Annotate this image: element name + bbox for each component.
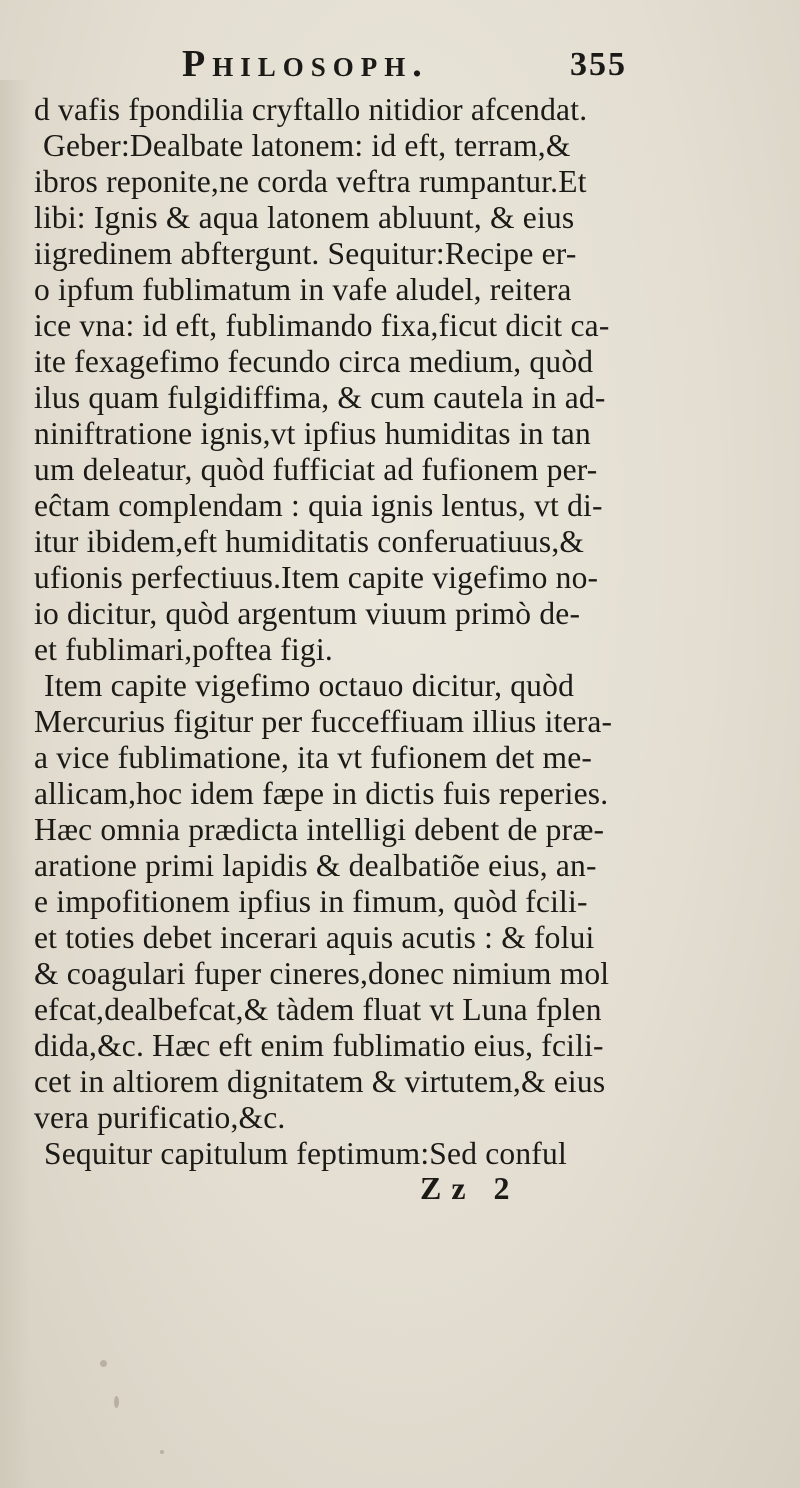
paper-blemish [160,1450,164,1454]
paper-blemish [114,1396,119,1408]
text-line: & coagulari fuper cineres,donec nimium mol [34,956,610,991]
text-line: allicam,hoc idem fæpe in dictis fuis reperies. [34,776,609,811]
signature-mark: Zz 2 [420,1170,520,1206]
text-line: ite fexagefimo fecundo circa medium, quòd [34,344,594,379]
text-line: e impofitionem ipfius in fimum, quòd fcili- [34,884,588,919]
text-line: o ipfum fublimatum in vafe aludel, reitera [34,272,572,307]
text-line: Item capite vigefimo octauo dicitur, quòd [44,668,575,703]
text-line: dida,&c. Hæc eft enim fublimatio eius, fcili- [34,1028,604,1063]
text-line: Mercurius figitur per fucceffiuam illius itera- [34,704,613,739]
text-line: cet in altiorem dignitatem & virtutem,& eius [34,1064,606,1099]
paper-blemish [100,1360,107,1367]
text-line: et toties debet incerari aquis acutis : & folui [34,920,595,955]
text-line: libi: Ignis & aqua latonem abluunt, & eius [34,200,575,235]
text-line: ufionis perfectiuus.Item capite vigefimo no- [34,560,599,595]
text-line: um deleatur, quòd fufficiat ad fufionem per- [34,452,598,487]
text-line: d vafis fpondilia cryftallo nitidior afcendat. [34,92,588,127]
text-line: ilus quam fulgidiffima, & cum cautela in ad- [34,380,606,415]
text-line: io dicitur, quòd argentum viuum primò de- [34,596,581,631]
text-line: Geber:Dealbate latonem: id eft, terram,& [43,128,571,163]
page-gutter-shadow [0,80,30,1488]
running-head [0,42,800,92]
text-line: a vice fublimatione, ita vt fufionem det me- [34,740,593,775]
page-number: 355 [570,46,627,83]
text-line: niniftratione ignis,vt ipfius humiditas in tan [34,416,591,451]
text-line: efcat,dealbefcat,& tàdem fluat vt Luna fplen [34,992,602,1027]
text-line: et fublimari,poftea figi. [34,632,333,667]
text-line: Sequitur capitulum feptimum:Sed conful [44,1136,567,1171]
running-head-title: Philosoph. [182,43,429,85]
text-line: iigredinem abftergunt. Sequitur:Recipe er- [34,236,577,271]
text-line: ice vna: id eft, fublimando fixa,ficut dicit ca- [34,308,610,343]
text-line: itur ibidem,eft humiditatis conferuatiuus,& [34,524,585,559]
text-line: vera purificatio,&c. [34,1100,286,1135]
text-line: Hæc omnia prædicta intelligi debent de præ- [34,812,605,847]
text-line: ibros reponite,ne corda veftra rumpantur.Et [34,164,587,199]
text-line: aratione primi lapidis & dealbatiõe eius, an- [34,848,597,883]
text-line: eĉtam complendam : quia ignis lentus, vt di- [34,488,603,523]
